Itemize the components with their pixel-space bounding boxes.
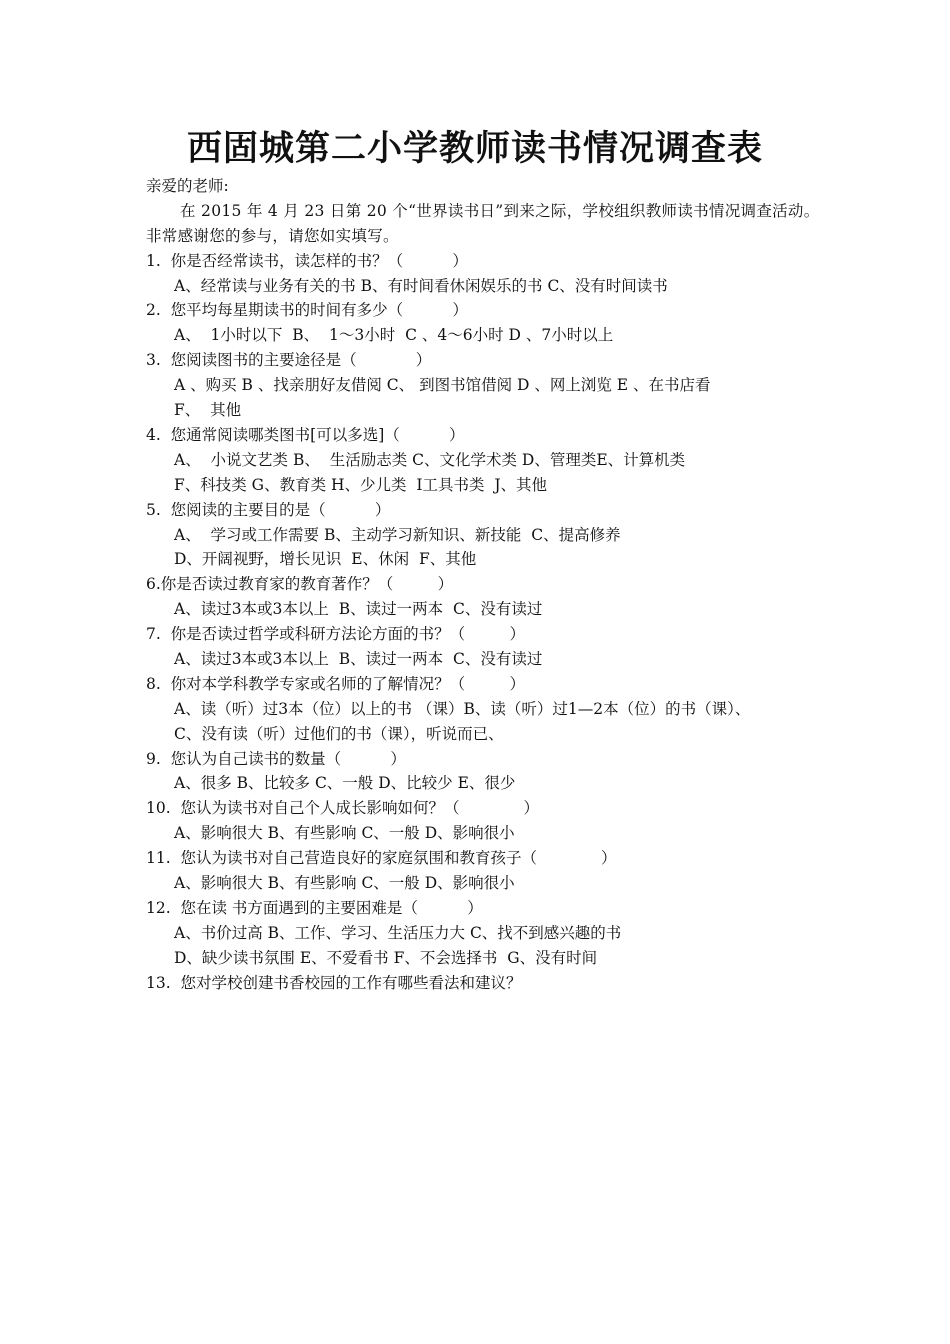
question-6-options: A、读过3本或3本以上 B、读过一两本 C、没有读过 — [174, 600, 543, 619]
intro-paragraph: 在 2015 年 4 月 23 日第 20 个“世界读书日”到来之际，学校组织教师读书情况调查活动。非常感谢您的参与，请您如实填写。 — [146, 201, 820, 245]
question-5: 5. 您阅读的主要目的是（ ） — [146, 500, 391, 519]
question-13: 13. 您对学校创建书香校园的工作有哪些看法和建议？ — [146, 973, 522, 992]
question-10: 10. 您认为读书对自己个人成长影响如何？（ ） — [146, 799, 540, 818]
question-10-options: A、影响很大 B、有些影响 C、一般 D、影响很小 — [174, 824, 515, 843]
question-11: 11. 您认为读书对自己营造良好的家庭氛围和教育孩子（ ） — [146, 849, 617, 868]
survey-body — [146, 174, 826, 995]
question-9: 9. 您认为自己读书的数量（ ） — [146, 749, 406, 768]
question-8-options: A、读（听）过3本（位）以上的书 （课）B、读（听）过1—2本（位）的书（课）、 — [174, 699, 751, 718]
question-5-options: D、开阔视野，增长见识 E、休闲 F、其他 — [174, 550, 477, 569]
question-7-options: A、读过3本或3本以上 B、读过一两本 C、没有读过 — [174, 649, 543, 668]
question-12-options: D、缺少读书氛围 E、不爱看书 F、不会选择书 G、没有时间 — [174, 948, 598, 967]
question-9-options: A、很多 B、比较多 C、一般 D、比较少 E、很少 — [174, 774, 516, 793]
question-11-options: A、影响很大 B、有些影响 C、一般 D、影响很小 — [174, 873, 515, 892]
question-8: 8. 你对本学科教学专家或名师的了解情况？（ ） — [146, 674, 525, 693]
greeting: 亲爱的老师: — [146, 177, 229, 195]
document-title: 西固城第二小学教师读书情况调查表 — [186, 129, 763, 169]
question-4-options: A、 小说文艺类 B、 生活励志类 C、文化学术类 D、管理类E、计算机类 — [174, 450, 686, 469]
question-1-options: A、经常读与业务有关的书 B、有时间看休闲娱乐的书 C、没有时间读书 — [174, 276, 668, 295]
question-4-options: F、科技类 G、教育类 H、少儿类 I工具书类 J、其他 — [174, 475, 548, 494]
question-8-options: C、没有读（听）过他们的书（课），听说而已、 — [174, 724, 504, 743]
question-2-options: A、 1小时以下 B、 1～3小时 C 、4～6小时 D 、7小时以上 — [174, 326, 614, 345]
question-7: 7. 你是否读过哲学或科研方法论方面的书？（ ） — [146, 625, 525, 644]
question-5-options: A、 学习或工作需要 B、主动学习新知识、新技能 C、提高修养 — [174, 525, 621, 544]
question-12: 12. 您在读 书方面遇到的主要困难是（ ） — [146, 898, 483, 917]
question-12-options: A、书价过高 B、工作、学习、生活压力大 C、找不到感兴趣的书 — [174, 923, 622, 942]
question-2: 2. 您平均每星期读书的时间有多少（ ） — [146, 301, 468, 320]
question-4: 4. 您通常阅读哪类图书[可以多选]（ ） — [146, 425, 465, 444]
question-6: 6.你是否读过教育家的教育著作？（ ） — [146, 575, 454, 594]
question-list — [146, 249, 826, 996]
question-3-options: F、 其他 — [174, 401, 242, 420]
question-1: 1. 你是否经常读书，读怎样的书？（ ） — [146, 251, 468, 270]
question-3: 3. 您阅读图书的主要途径是（ ） — [146, 351, 432, 370]
question-3-options: A 、购买 B 、找亲朋好友借阅 C、 到图书馆借阅 D 、网上浏览 E 、在书店看 — [174, 376, 711, 395]
